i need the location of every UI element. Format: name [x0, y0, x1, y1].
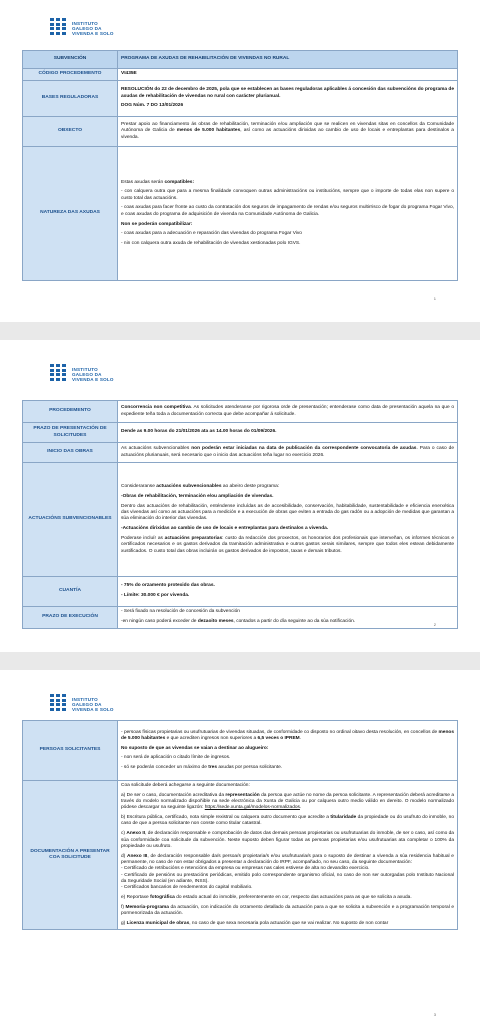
compatibility-item: - con calquera outra que para a mesma finalidade convoquen outras administracións ou institucións, sempre que o importe de todas elas non supere o custo total das actuacións. — [121, 189, 454, 201]
row-label: CUANTÍA — [23, 577, 118, 607]
table-row — [23, 401, 458, 423]
doc-item-a: a) De ser o caso, documentación acreditativa da representación da persoa que actúe no nome da persoa solicitante. A representación deberá acreditarse a través do modelo normalizado dispoñible na sede electrónica da Xunta de Galicia ou por calquera outro medio válido en dereito. O modelo normalizado pódese descargar na seguinte ligazón: https://sede.xunta.gal/modelos-normalizados. — [121, 792, 454, 811]
logo-line: INSTITUTO — [72, 20, 98, 26]
incompatibility-item: - coas axudas para a adecuación e reparación das vivendas do programa Fogar Vivo — [121, 231, 302, 237]
xunta-logo-icon — [50, 694, 68, 714]
applicants-text: - persoas físicas propietarias ou usufrutuarias de vivendas situadas, de conformidade co disposto no ordinal oitavo desta resolución, en concellos de menos de 5.000 habitantes e que acrediten ingresos non superiores a 6,5 veces o IPREM. No suposto de que as vivendas se vaian a destinar ao alugueiro: - non será de aplicación o citado límite de ingresos. - só se poderán conceder un máximo de tres axudas por persoa solicitante. — [118, 721, 458, 781]
table-row — [23, 147, 458, 281]
row-label: PERSOAS SOLICITANTES — [23, 721, 118, 781]
doc-item-g: g) Licenza municipal de obras, no caso de que sexa necesaria pola actuación que se vai realizar. No suposto de non contar — [121, 920, 389, 926]
incompatibility-heading: Non se poderán compatibilizar: — [121, 221, 193, 227]
xunta-logo-icon — [50, 364, 68, 384]
logo-line: VIVENDA E SOLO — [72, 376, 114, 382]
action-heading: -Obras de rehabilitación, terminación e/ou ampliación de vivendas. — [121, 493, 274, 499]
procedure-text: Concorrencia non competitiva. As solicitudes atenderanse por rigorosa orde de presentación; entenderase como data de presentación aquela na que o expediente teña toda a documentación correcta que debe acompañar á solicitude. — [118, 401, 458, 423]
doc-item-d: d) Anexo III, de declaración responsable da/s persoa/s propietaria/s e/ou usufrutuaria/s para o suposto de destinar a vivenda a súa residencia habitual e permanente, no caso de non estar obrigados a presentar a declaración do IRPF, acompañado, no seu caso, da seguinte documentación: — [121, 853, 454, 865]
summary-table-page-2 — [22, 400, 458, 629]
table-row — [23, 69, 458, 81]
logo-line: VIVENDA E SOLO — [72, 30, 114, 36]
logo-line: GALEGO DA — [72, 701, 102, 707]
action-description: Dentro das actuacións de rehabilitación, enténdense incluídas as de accesibilidade, conservación, habitabilidade, sustentabilidade e eficiencia enerxética das vivendas así como as actuacións para a medición e a execución de obras que eviten a entrada do gas radón ou a adopción de medidas que garantan a súa eliminación do interior das vivendas. — [121, 503, 454, 522]
table-row — [23, 463, 458, 577]
documentation-text: Coa solicitude deberá achegarse a seguinte documentación: a) De ser o caso, documentación acreditativa da representación da persoa que actúe no nome da persoa solicitante. A representación deberá acreditarse a través do modelo normalizado dispoñible na sede electrónica da Xunta de Galicia ou por calquera outro medio válido en dereito. O modelo normalizado pódese descargar na seguinte ligazón: https://sede.xunta.gal/modelos-normalizados. b) Escritura pública, certificado, nota simple rexistral ou calquera outro documento que acredite a titularidade da propiedade ou do usufruto do inmoble, no caso de que a persoa solicitante non conste como titular catastral. c) Anexo II, de declaración responsable e comprobación de datos das demais persoas propietarias ou usufrutuarias do inmoble, de ser o caso, así como da súa conformidade coa solicitude da subvención. Neste suposto deben figurar todas as persoas propietarias e/ou usufrutuarias ata completar o 100% da propiedade ou usufruto. d) Anexo III, de declaración responsable da/s persoa/s propietaria/s e/ou usufrutuaria/s para o suposto de destinar a vivenda a súa residencia habitual e permanente, no caso de non estar obrigados a presentar a declaración do IRPF, acompañado, no seu caso, da seguinte documentación: - Certificado de retribucións e retencións da empresa ou empresas nas cales estivese de alta no devandito exercicio. - Certificado de pensións ou prestacións periódicas, emitido polo correspondente organismo oficial, no caso de non ser outorgadas polo Instituto Nacional da Seguridade Social (en adiante, INSS). - Certificados bancarios de rendementos do capital mobiliario. e) Reportaxe fotográfica do estado actual do inmoble, preferentemente en cor, respecto das actuacións para as que se solicita a axuda. f) Memoria-programa da actuación, con indicación do orzamento detallado da actuación para a que se solicita a subvención e a programación temporal e pormenorizada da actuación. g) Licenza municipal de obras, no caso de que sexa necesaria pola actuación que se vai realizar. No suposto de non contar — [118, 781, 458, 930]
table-row — [23, 577, 458, 607]
page-number: 3 — [433, 1012, 436, 1017]
logo-line: INSTITUTO — [72, 366, 98, 372]
table-row — [23, 423, 458, 443]
works-start-text: As actuacións subvencionables non poderán estar iniciadas na data de publicación da correspondente convocatoria de axudas. Para o caso de actuacións plurianuais, será necesario que o inicio das actuacións teña lugar no exercicio 2026. — [118, 443, 458, 463]
normalized-models-link[interactable]: https://sede.xunta.gal/modelos-normalizados — [204, 805, 300, 811]
amount-text — [118, 577, 458, 607]
doc-item-b: b) Escritura pública, certificado, nota simple rexistral ou calquera outro documento que acredite a titularidade da propiedade ou do usufruto do inmoble, no caso de que a persoa solicitante non conste como titular catastral. — [121, 815, 454, 827]
summary-table-page-1 — [22, 50, 458, 281]
incompatibility-item: - nin con calquera outra axuda de rehabilitación de vivendas xestionadas polo IGVS. — [121, 241, 301, 247]
doc-item-e: e) Reportaxe fotográfica do estado actual do inmoble, preferentemente en cor, respecto das actuacións para as que se solicita a axuda. — [121, 894, 412, 900]
row-label: PRAZO DE PRESENTACIÓN DE SOLICITUDES — [23, 423, 118, 443]
object-text: Prestar apoio ao financiamento ás obras de rehabilitación, terminación e/ou ampliación que se realicen en vivendas sitas en concellos da Comunidade Autónoma de Galicia de menos de 5.000 habitantes, así como as actuacións dirixidas ao cambio de uso de locais e entreplantas para destinalos a vivenda. — [118, 117, 458, 147]
logo-line: VIVENDA E SOLO — [72, 706, 114, 712]
bases-dog-reference: DOG Núm. 7 DO 13/01/2026 — [121, 103, 184, 109]
regulatory-bases — [118, 81, 458, 117]
row-label: CÓDIGO PROCEDEMENTO — [23, 69, 118, 81]
execution-text: - Será fixado na resolución de concesión da subvención -en ningún caso poderá exceder de dezaoito meses, contados a partir do día seguinte ao da súa notificación. — [118, 607, 458, 629]
table-row — [23, 443, 458, 463]
row-label: PRAZO DE EXECUCIÓN — [23, 607, 118, 629]
page-number: 1 — [433, 296, 436, 301]
page-number: 2 — [433, 622, 436, 627]
table-row — [23, 81, 458, 117]
table-row — [23, 117, 458, 147]
application-deadline: Dende as 9.00 horas do 21/01/2026 ata as 14.00 horas do 01/09/2026. — [118, 423, 458, 443]
igvs-logo — [50, 364, 114, 384]
xunta-logo-icon — [50, 18, 68, 38]
document-page-3 — [0, 670, 480, 1024]
action-heading: -Actuacións dirixidas ao cambio de uso de locais e entreplantas para destinalos a vivenda. — [121, 526, 329, 532]
nature-text: Estas axudas serán compatibles: - con calquera outra que para a mesma finalidade convoquen outras administracións ou institucións, sempre que o importe de todas elas non supere o custo total das actuacións. - coas axudas para facer fronte ao custo da contratación dos seguros de impagamento de rendas e/ou seguros multirrisco de fogar do programa Fogar Vivo, e coas axudas do programa de adquisición de vivenda na Comunidade Autónoma de Galicia. Non se poderán compatibilizar: - coas axudas para a adecuación e reparación das vivendas do programa Fogar Vivo - nin con calquera outra axuda de rehabilitación de vivendas xestionadas polo IGVS. — [118, 147, 458, 281]
amount-percentage: - 75% do orzamento protexido das obras. — [121, 583, 215, 589]
bases-text: RESOLUCIÓN do 22 de decembro de 2025, pola que se establecen as bases reguladoras aplicables á concesión das subvencións do programa de axudas de rehabilitación de vivendas no rural con carácter plurianual. — [121, 87, 454, 99]
igvs-logo — [50, 18, 114, 38]
row-label: OBXECTO — [23, 117, 118, 147]
logo-line: INSTITUTO — [72, 696, 98, 702]
table-row — [23, 51, 458, 69]
logo-line: GALEGO DA — [72, 25, 102, 31]
compatibility-item: - coas axudas para facer fronte ao custo da contratación dos seguros de impagamento de rendas e/ou seguros multirrisco de fogar do programa Fogar Vivo, e coas axudas do programa de adquisición de vivenda na Comunidade Autónoma de Galicia. — [121, 205, 454, 217]
eligible-actions-text: Consideraranse actuacións subvencionables ao abeiro deste programa: -Obras de rehabilitación, terminación e/ou ampliación de vivendas. Dentro das actuacións de rehabilitación, enténdense incluídas as de accesibilidade, conservación, habitabilidade, sustentabilidade e eficiencia enerxética das vivendas así como as actuacións para a medición e a execución de obras que eviten a entrada do gas radón ou a adopción de medidas que garantan a súa eliminación do interior das vivendas. -Actuacións dirixidas ao cambio de uso de locais e entreplantas para destinalos a vivenda. Poderase incluír as actuacións preparatorias: custo da redacción dos proxectos, os honorarios dos profesionais que interveñan, os informes técnicos e certificados necesarios e os gastos derivados da tramitación administrativa e outros gastos xerais similares, sempre que todos eles estean debidamente xustificados. O custo total das obras incluirán os gastos derivados de impostos, taxas e demais tributos. — [118, 463, 458, 577]
igvs-logo — [50, 694, 114, 714]
summary-table-page-3 — [22, 720, 458, 930]
row-label: INICIO DAS OBRAS — [23, 443, 118, 463]
logo-line: GALEGO DA — [72, 371, 102, 377]
row-label: ACTUACIÓNS SUBVENCIONABLES — [23, 463, 118, 577]
subsidy-name: PROGRAMA DE AXUDAS DE REHABILITACIÓN DE VIVENDAS NO RURAL — [118, 51, 458, 69]
row-label: NATUREZA DAS AXUDAS — [23, 147, 118, 281]
table-row — [23, 607, 458, 629]
document-page-1 — [0, 0, 480, 322]
row-label: PROCEDEMENTO — [23, 401, 118, 423]
doc-item-c: c) Anexo II, de declaración responsable e comprobación de datos das demais persoas propietarias ou usufrutuarias do inmoble, de ser o caso, así como da súa conformidade coa solicitude da subvención. Neste suposto deben figurar todas as persoas propietarias e/ou usufrutuarias ata completar o 100% da propiedade ou usufruto. — [121, 831, 454, 849]
amount-limit: - Límite: 30.000 € por vivenda. — [121, 593, 190, 599]
table-row — [23, 781, 458, 930]
table-row — [23, 721, 458, 781]
row-label: DOCUMENTACIÓN A PRESENTAR COA SOLICITUDE — [23, 781, 118, 930]
procedure-code: VI435E — [118, 69, 458, 81]
row-label: BASES REGULADORAS — [23, 81, 118, 117]
document-page-2 — [0, 340, 480, 652]
row-label: SUBVENCIÓN — [23, 51, 118, 69]
doc-item-f: f) Memoria-programa da actuación, con indicación do orzamento detallado da actuación para a que se solicita a subvención e a programación temporal e pormenorizada da actuación. — [121, 904, 455, 917]
